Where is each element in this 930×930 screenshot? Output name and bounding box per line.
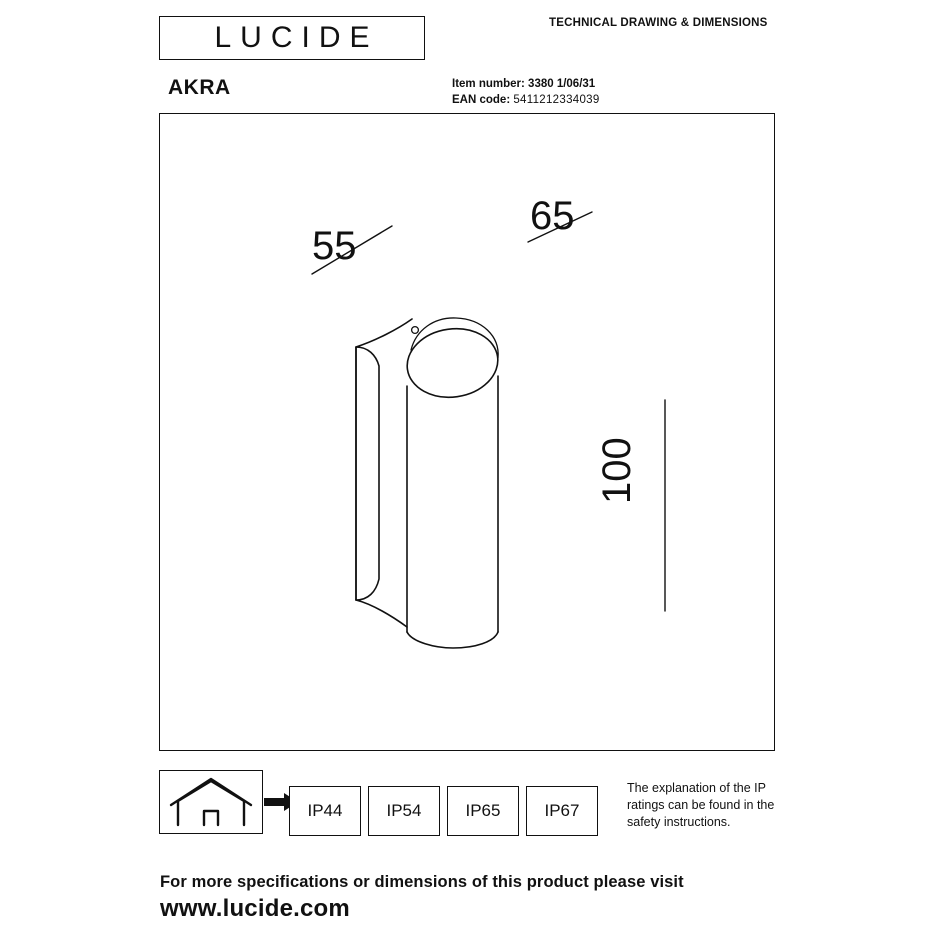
more-specifications-text: For more specifications or dimensions of this product please visit <box>160 873 684 891</box>
item-number-value: 3380 1/06/31 <box>528 78 596 90</box>
ean-code-row <box>452 92 600 108</box>
product-name: AKRA <box>168 76 231 99</box>
technical-drawing-frame <box>159 113 775 751</box>
dimension-height-100: 100 <box>595 437 639 504</box>
dimension-depth-65: 65 <box>530 194 575 238</box>
brand-logo-text: LUCIDE <box>214 21 379 54</box>
ip-rating-ip44: IP44 <box>289 786 361 836</box>
ip-rating-note: The explanation of the IP ratings can be found in the safety instructions. <box>627 781 775 829</box>
item-number-label: Item number: <box>452 78 525 90</box>
item-info <box>452 76 600 108</box>
ean-code-label: EAN code: <box>452 94 511 106</box>
ip-rating-ip67: IP67 <box>526 786 598 836</box>
ip-rating-ip54: IP54 <box>368 786 440 836</box>
item-number-row <box>452 76 600 92</box>
ean-code-value: 5411212334039 <box>513 94 600 106</box>
brand-logo-box <box>159 16 425 60</box>
dimension-width-55: 55 <box>312 224 357 268</box>
ip-rating-ip65: IP65 <box>447 786 519 836</box>
website-url[interactable]: www.lucide.com <box>160 895 350 922</box>
outdoor-house-icon-box <box>159 770 263 834</box>
technical-drawing-label: TECHNICAL DRAWING & DIMENSIONS <box>549 17 768 29</box>
product-technical-drawing <box>160 114 774 750</box>
house-icon <box>160 771 262 833</box>
